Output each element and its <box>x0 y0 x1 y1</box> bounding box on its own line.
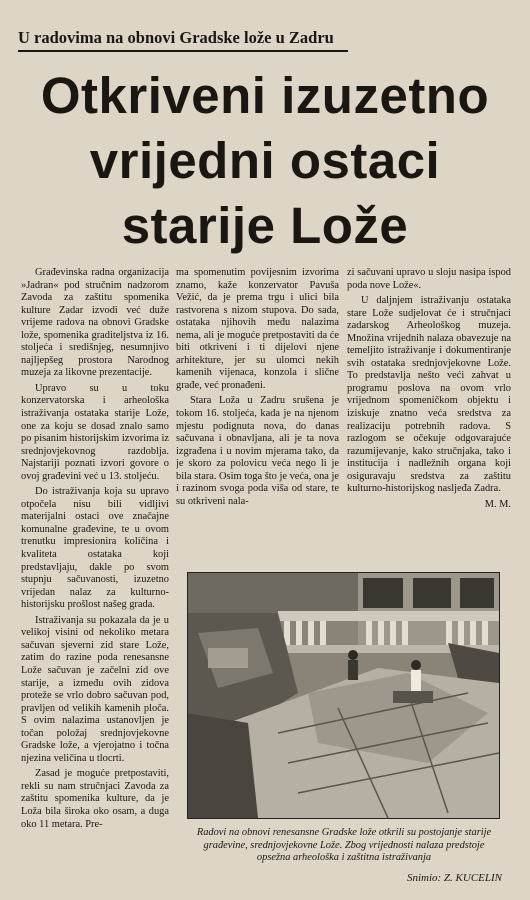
author-signature: M. M. <box>484 498 511 510</box>
photo-caption: Radovi na obnovi renesansne Gradske lože otkrili su postojanje starije građevine, srednjovjekovne Lože. Zbog vrijednosti nalaza predstoje opsežna arheološka i zaštitna istraživanja <box>196 827 492 864</box>
paragraph: ma spomenutim povijesnim izvorima znamo, kaže konzervator Pavuša Vežić, da je prema trgu i ulici bila rastvorena s nizom stupova. Do sada, ostataka njihovih među nalazima nema, ali je moguće pretpostaviti da će biti otkriveni i ti dijelovi njene arhitekture, jer su ulomci nekih kamenih vijenaca, konzola i slične građe, već pronađeni. <box>176 267 339 391</box>
paragraph: Upravo su u toku konzervatorska i arheološka istraživanja ostataka starije Lože, one za koju se dosad znalo samo po pisanim historijskim izvorima iz srednjovjekovnog razdoblja. Najstariji poznati izvori govore o ovoj građevini već u 13. stoljeću. <box>21 382 169 482</box>
text-column-3 <box>347 267 511 559</box>
text-column-2 <box>176 267 339 559</box>
headline-line-2: vrijedni ostaci <box>89 132 441 189</box>
paragraph: Građevinska radna organizacija »Jadran« pod stručnim nadzorom Zavoda za zaštitu spomenika kulture Zadar izvodi već duže vrijeme radova na obnovi Gradske lože, spomenika graditeljstva iz 16. stoljeća i središnjeg, nesumnjivo najljepšeg prostora Narodnog muzeja za likovne prezentacije. <box>21 267 169 379</box>
paragraph: U daljnjem istraživanju ostataka stare Lože sudjelovat će i stručnjaci zadarskog Arheološkog muzeja. Množina vrijednih nalaza obavezuje na temeljito istraživanje i dokumentiranje svih ostataka srednjovjekovne Lože. To predstavlja nešto veći zahvat u programu poslova na ovom vrlo vrijednom spomeničkom objektu i iziskuje znatno veća sredstva za realizaciju potrebnih radova. S razlogom se očekuje odgovarajuće razumijevanje, kako stručnjaka, tako i institucija i nadležnih organa koji osiguravaju sredstva za zaštitu kulturno-historijskog nasljeđa Zadra. <box>347 295 511 495</box>
paragraph: Do istraživanja koja su upravo otpočela nisu bili vidljivi materijalni ostaci ove značajne komunalne građevine, te u ovom trenutku impresionira količina i kvaliteta ostataka koji predstavljaju, dakle po svom stupnju sačuvanosti, izuzetno vrijedan nalaz za kulturno-historijsku prošlost našeg grada. <box>21 486 169 611</box>
kicker-line: U radovima na obnovi Gradske lože u Zadru <box>18 28 334 47</box>
paragraph: Istraživanja su pokazala da je u velikoj visini od nekoliko metara sačuvan sjeverni zid stare Lože, zatim do razine poda renesansne Lože sačuvan je začelni zid ove starije, a između ovih zidova proteže se vrlo dobro sačuvan pod, pravljen od velikih kamenih ploča. S ovim nalazima ustanovljen je točan položaj srednjovjekovne Gradske lože, a vjerojatno i točna njezina veličina u tlocrti. <box>21 614 169 764</box>
text-column-1 <box>21 267 169 895</box>
kicker-underline <box>18 50 348 52</box>
paragraph: zi sačuvani upravo u sloju nasipa ispod poda nove Lože«. <box>347 267 511 291</box>
paragraph: Stara Loža u Zadru srušena je tokom 16. stoljeća, kada je na njenom mjestu podignuta nova, do danas sačuvana i obnavljana, ali je ta nova izgrađena i u novim mjerama tako, da je skoro za polovicu veća nego li je bila stara. Osim toga što je veća, ona je i razinom svoga poda viša od stare, te su otkriveni nala- <box>176 395 339 507</box>
headline-line-3: starije Lože <box>121 197 409 254</box>
paragraph: Zasad je moguće pretpostaviti, rekli su nam stručnjaci Zavoda za zaštitu spomenika kulture, da je Loža bila široka oko osam, a duga oko 11 metara. Pre- <box>21 768 169 830</box>
headline-line-1: Otkriveni izuzetno <box>40 67 490 124</box>
excavation-photo <box>187 572 500 819</box>
photo-credit: Snimio: Z. KUCELIN <box>406 872 502 884</box>
